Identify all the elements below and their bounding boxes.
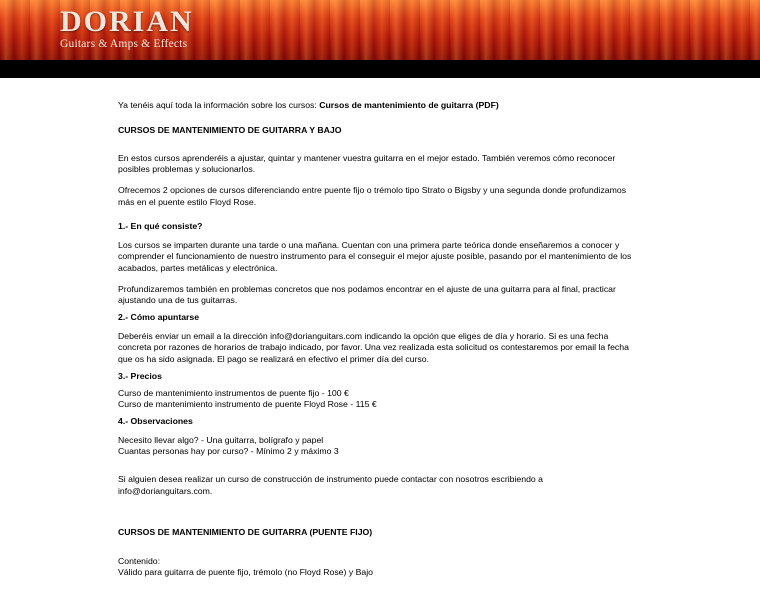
contact-paragraph: Si alguien desea realizar un curso de construcción de instrumento puede contactar con nosotros escribiendo a info@dorianguitars.com. [118, 474, 543, 496]
s2-line3: que os ha sido asignada. El pago se realizará en efectivo el primer día del curso. [118, 353, 430, 364]
contenido-label: Contenido: [118, 555, 161, 566]
p1-line2: posibles problemas y solucionarlos. [118, 164, 256, 175]
section-title: CURSOS DE MANTENIMIENTO DE GUITARRA Y BAJO [118, 125, 342, 135]
s1-paragraph-1 [118, 240, 638, 274]
s2-line1: Deberéis enviar un email a la dirección info@dorianguitars.com indicando la opción que eliges de día y horario. Si es una fecha [118, 330, 609, 341]
intro-paragraph [118, 100, 638, 111]
s2-line2: concreta por razones de horarios de trabajo indicado, por favor. Una vez realizada esta solicitud os contestaremos por email la fecha [118, 342, 629, 353]
price-fixed-bridge: Curso de mantenimiento instrumentos de puente fijo - 100 € [118, 387, 349, 398]
intro-paragraph-2 [118, 185, 638, 208]
p1-line1: En estos cursos aprenderéis a ajustar, quintar y mantener vuestra guitarra en el mejor estado. También veremos cómo reconocer [118, 153, 616, 163]
s2-paragraph [118, 331, 638, 365]
heading-precios: 3.- Precios [118, 370, 162, 381]
s1-p1-line1: Los cursos se imparten durante una tarde o una mañana. Cuentan con una primera parte teórica donde enseñaremos a conocer y [118, 240, 620, 250]
s1-paragraph-2 [118, 284, 638, 307]
site-header [0, 0, 760, 60]
logo-wordmark: DORIAN [60, 5, 194, 38]
note-group-size: Cuantas personas hay por curso? - Mínimo 2 y máximo 3 [118, 446, 339, 457]
nav-bar [0, 60, 760, 78]
intro-paragraph-1 [118, 153, 638, 176]
price-floyd-rose: Curso de mantenimiento instrumento de puente Floyd Rose - 115 € [118, 399, 377, 410]
logo-tagline: Guitars & Amps & Effects [60, 38, 188, 50]
s1-p1-line3: acabados, partes metálicas y electrónica. [118, 262, 278, 273]
note-what-to-bring: Necesito llevar algo? - Una guitarra, bolígrafo y papel [118, 435, 324, 446]
prices-paragraph [118, 388, 638, 411]
contenido-paragraph [118, 556, 638, 579]
notes-paragraph [118, 435, 638, 458]
dorian-logo[interactable] [60, 6, 194, 51]
heading-en-que-consiste: 1.- En qué consiste? [118, 221, 203, 232]
heading-observaciones: 4.- Observaciones [118, 416, 193, 427]
contenido-line1: Válido para guitarra de puente fijo, trémolo (no Floyd Rose) y Bajo [118, 567, 373, 578]
s1-p2-line2: ajustando una de tus guitarras. [118, 295, 238, 306]
s1-p1-line2: comprender el funcionamiento de nuestro instrumento para el conseguir el mejor ajuste posible, pasando por el mantenimiento de los [118, 251, 632, 262]
second-section-title: CURSOS DE MANTENIMIENTO DE GUITARRA (PUENTE FIJO) [118, 526, 373, 537]
p2-line2: más en el puente estilo Floyd Rose. [118, 196, 257, 207]
intro-text: Ya tenéis aquí toda la información sobre los cursos: [118, 100, 320, 110]
heading-como-apuntarse: 2.- Cómo apuntarse [118, 312, 200, 323]
main-content [118, 100, 638, 579]
pdf-course-link[interactable]: Cursos de mantenimiento de guitarra (PDF) [319, 100, 499, 110]
p2-line1: Ofrecemos 2 opciones de cursos diferenciando entre puente fijo o trémolo tipo Strato o Bigsby y una segunda donde profundizamos [118, 185, 627, 196]
s1-p2-line1: Profundizaremos también en problemas concretos que nos podamos encontrar en el ajuste de una guitarra para al final, practicar [118, 283, 616, 294]
